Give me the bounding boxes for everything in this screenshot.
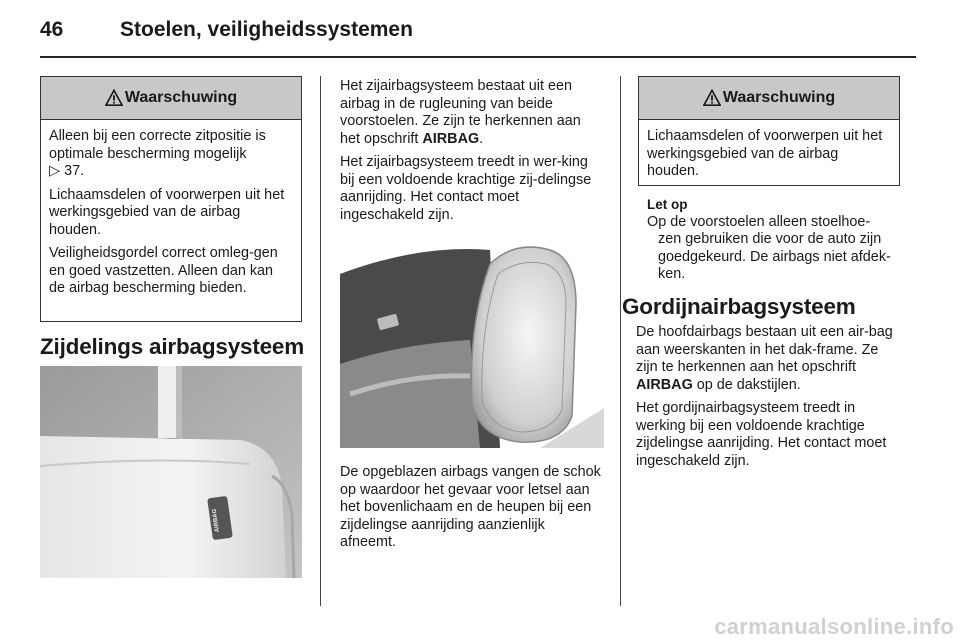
paragraph: Het zijairbagsysteem treedt in wer-king bij een voldoende krachtige zij-delingse aanrijding. Het contact moet ingeschakeld zijn. bbox=[340, 154, 592, 223]
page-reference[interactable]: 37. bbox=[64, 163, 85, 179]
warning-header bbox=[639, 77, 899, 120]
page-number: 46 bbox=[40, 18, 64, 41]
text: op de dakstijlen. bbox=[692, 376, 801, 393]
right-column-text bbox=[636, 324, 902, 476]
airbag-label-text: AIRBAG bbox=[422, 130, 480, 147]
note-text: ken. bbox=[658, 266, 686, 282]
section-heading-side-airbag: Zijdelings airbagsysteem bbox=[40, 334, 305, 359]
section-heading-curtain-airbag: Gordijnairbagsysteem bbox=[622, 294, 856, 319]
warning-triangle-icon bbox=[105, 89, 123, 107]
warning-text: Alleen bij een correcte zitpositie is bbox=[49, 128, 266, 144]
paragraph bbox=[636, 324, 902, 394]
middle-column-text bbox=[340, 78, 604, 230]
middle-column-text-lower bbox=[340, 464, 604, 558]
note-text: zen gebruiken die voor de auto zijn bbox=[658, 231, 882, 247]
paragraph bbox=[340, 78, 604, 148]
side-airbag-deployed-figure bbox=[340, 244, 604, 448]
warning-body bbox=[41, 120, 301, 304]
warning-paragraph: Lichaamsdelen of voorwerpen uit het werkingsgebied van de airbag houden. bbox=[647, 128, 883, 179]
column-divider-right bbox=[620, 76, 621, 606]
text: Het zijairbagsysteem bestaat uit een airbag in de rugleuning van beide voorstoelen. Ze zijn te herkennen aan het opschrift bbox=[340, 78, 581, 147]
warning-heading: Waarschuwing bbox=[722, 89, 836, 106]
text: . bbox=[479, 130, 484, 147]
paragraph: De opgeblazen airbags vangen de schok op waardoor het gevaar voor letsel aan het bovenlichaam en de heupen bij een zijdelingse aanrijding aanzienlijk afneemt. bbox=[340, 464, 601, 550]
note-text: goedgekeurd. De airbags niet afdek- bbox=[658, 248, 891, 265]
warning-heading: Waarschuwing bbox=[124, 89, 238, 106]
note-title: Let op bbox=[647, 197, 688, 212]
warning-box-right bbox=[638, 76, 900, 186]
warning-triangle-icon bbox=[703, 89, 721, 107]
watermark: carmanualsonline.info bbox=[714, 614, 954, 639]
column-divider-left bbox=[320, 76, 321, 606]
text: De hoofdairbags bestaan uit een air-bag aan weerskanten in het dak-frame. Ze zijn te herkennen aan het opschrift bbox=[636, 324, 893, 375]
warning-body bbox=[639, 120, 899, 187]
warning-paragraph: Veiligheidsgordel correct omleg-gen en goed vastzetten. Alleen dan kan de airbag bescherming bieden. bbox=[49, 245, 278, 296]
note-text: Op de voorstoelen alleen stoelhoe- bbox=[647, 213, 871, 230]
page-ref-icon: ▷ bbox=[49, 163, 61, 179]
note-block bbox=[620, 196, 910, 284]
header-rule bbox=[40, 56, 916, 58]
warning-text: optimale bescherming mogelijk bbox=[49, 145, 247, 162]
warning-paragraph: Lichaamsdelen of voorwerpen uit het werkingsgebied van de airbag houden. bbox=[49, 186, 285, 238]
seat-airbag-label-figure bbox=[40, 366, 302, 578]
airbag-label-text: AIRBAG bbox=[636, 376, 693, 393]
page-title: Stoelen, veiligheidssystemen bbox=[120, 18, 413, 41]
warning-paragraph bbox=[49, 128, 293, 181]
warning-header bbox=[41, 77, 301, 120]
paragraph: Het gordijnairbagsysteem treedt in werking bij een voldoende krachtige zijdelingse aanrijding. Het contact moet ingeschakeld zijn. bbox=[636, 400, 887, 469]
airbag-tag-text: AIRBAG bbox=[211, 508, 221, 533]
warning-box-left bbox=[40, 76, 302, 322]
